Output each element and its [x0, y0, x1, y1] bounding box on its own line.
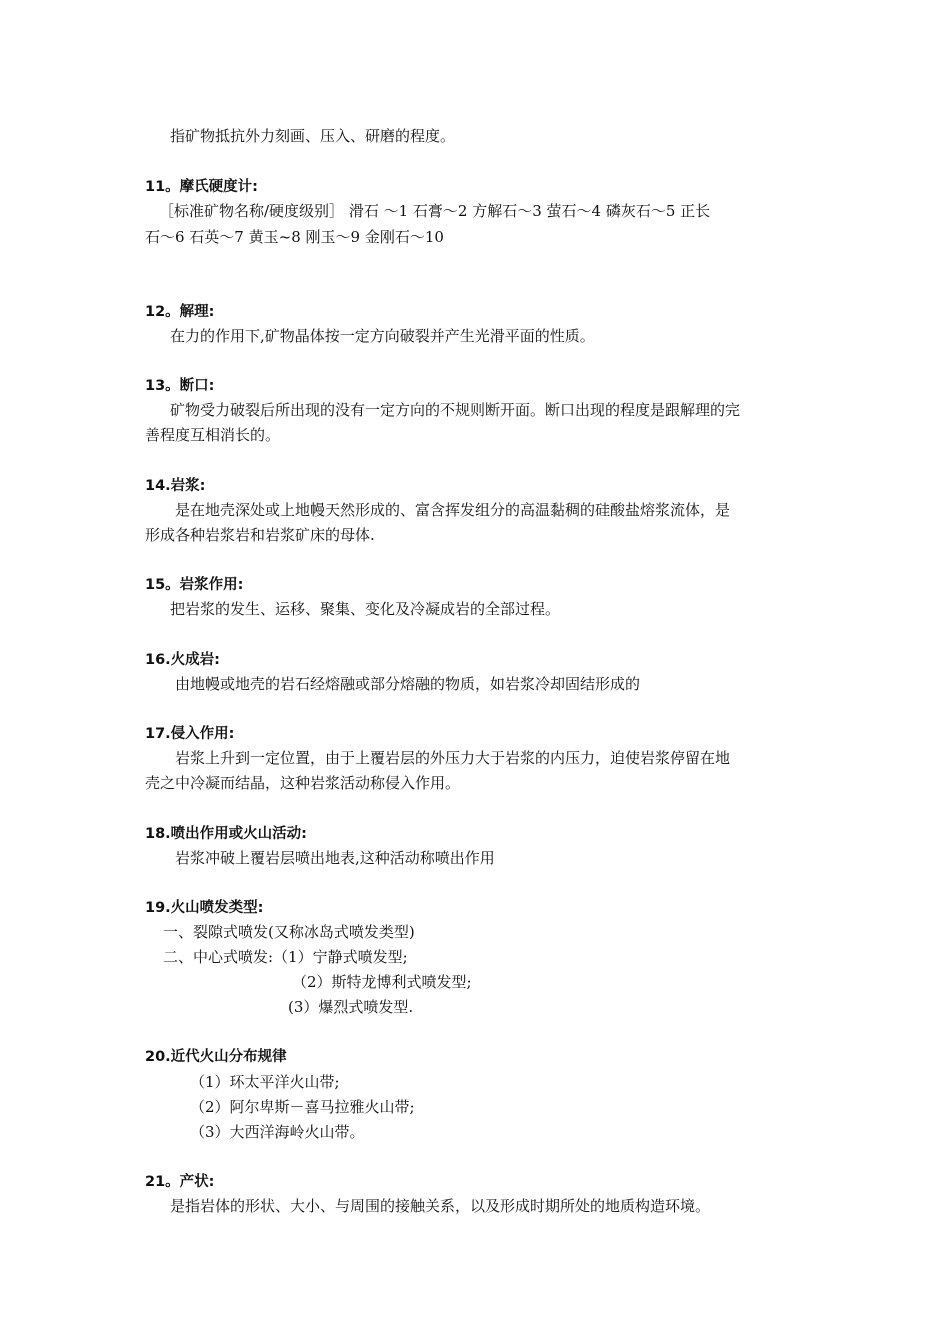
body-18-line-1: 岩浆冲破上覆岩层喷出地表,这种活动称喷出作用: [175, 849, 495, 867]
body-19-line-2: 二、中心式喷发:（1）宁静式喷发型;: [163, 948, 408, 966]
heading-20: 20.近代火山分布规律: [145, 1049, 287, 1065]
body-16-line-1: 由地幔或地壳的岩石经熔融或部分熔融的物质，如岩浆冷却固结形成的: [175, 675, 641, 693]
heading-11: 11。摩氏硬度计:: [145, 179, 258, 195]
heading-19: 19.火山喷发类型:: [145, 900, 264, 916]
body-17-line-1: 岩浆上升到一定位置，由于上覆岩层的外压力大于岩浆的内压力，迫使岩浆停留在地: [175, 749, 731, 767]
heading-15: 15。岩浆作用:: [145, 577, 244, 593]
body-14-line-2: 形成各种岩浆岩和岩浆矿床的母体.: [145, 526, 375, 544]
body-19-line-1: 一、裂隙式喷发(又称冰岛式喷发类型): [163, 923, 415, 941]
body-19-line-4: (3）爆烈式喷发型.: [288, 998, 414, 1016]
body-20-line-1: （1）环太平洋火山带;: [190, 1073, 340, 1091]
body-13-line-1: 矿物受力破裂后所出现的没有一定方向的不规则断开面。断口出现的程度是跟解理的完: [170, 401, 741, 419]
intro-text: 指矿物抵抗外力刻画、压入、研磨的程度。: [170, 127, 456, 145]
body-11-line-2: 石～6 石英～7 黄玉~8 刚玉～9 金刚石～10: [145, 228, 444, 246]
body-20-line-3: （3）大西洋海岭火山带。: [190, 1123, 365, 1141]
heading-18: 18.喷出作用或火山活动:: [145, 826, 307, 842]
body-14-line-1: 是在地壳深处或上地幔天然形成的、富含挥发组分的高温黏稠的硅酸盐熔浆流体，是: [175, 501, 731, 519]
body-15-line-1: 把岩浆的发生、运移、聚集、变化及冷凝成岩的全部过程。: [170, 600, 561, 618]
body-17-line-2: 壳之中冷凝而结晶，这种岩浆活动称侵入作用。: [145, 774, 461, 792]
body-13-line-2: 善程度互相消长的。: [145, 426, 281, 444]
heading-17: 17.侵入作用:: [145, 726, 235, 742]
heading-13: 13。断口:: [145, 378, 215, 394]
body-20-line-2: （2）阿尔卑斯－喜马拉雅火山带;: [190, 1098, 415, 1116]
body-12-line-1: 在力的作用下,矿物晶体按一定方向破裂并产生光滑平面的性质。: [170, 327, 595, 345]
body-21-line-1: 是指岩体的形状、大小、与周围的接触关系，以及形成时期所处的地质构造环境。: [170, 1197, 711, 1215]
heading-12: 12。解理:: [145, 304, 215, 320]
heading-14: 14.岩浆:: [145, 478, 206, 494]
heading-16: 16.火成岩:: [145, 652, 220, 668]
body-11-line-1: ［标准矿物名称/硬度级别］ 滑石 ～1 石膏～2 方解石～3 萤石～4 磷灰石～5 正长: [159, 202, 711, 220]
heading-21: 21。产状:: [145, 1174, 215, 1190]
body-19-line-3: （2）斯特龙博利式喷发型;: [292, 973, 472, 991]
